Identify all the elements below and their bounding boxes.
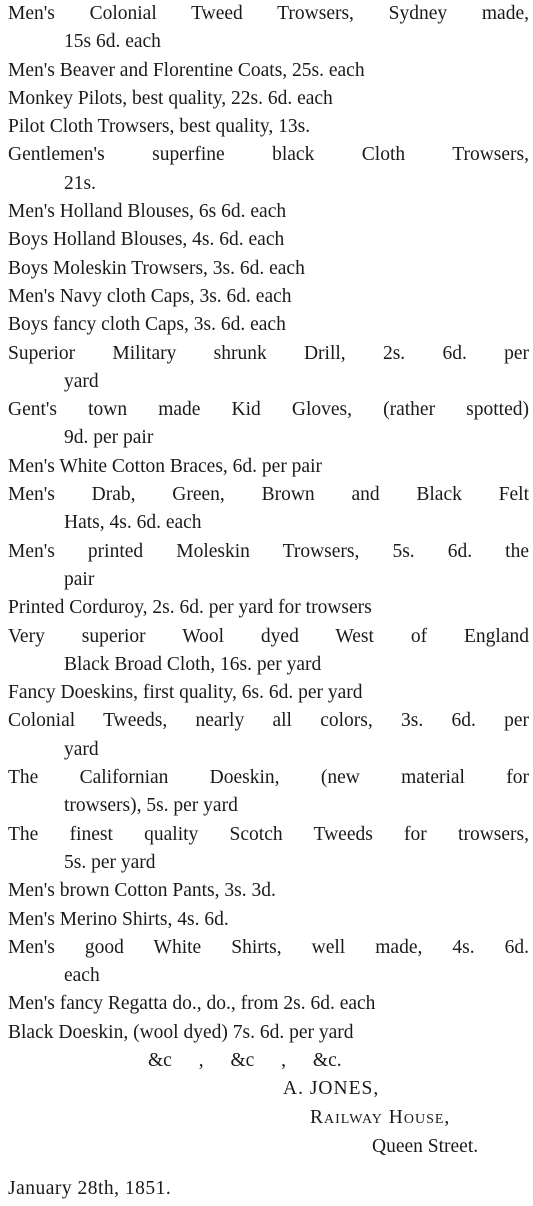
- item-text: Superior Military shrunk Drill, 2s. 6d. per: [8, 342, 529, 364]
- list-item: [8, 877, 529, 905]
- business-name: Railway House,: [310, 1106, 451, 1128]
- item-text: Monkey Pilots, best quality, 22s. 6d. each: [8, 87, 333, 109]
- item-continuation: each: [64, 965, 100, 987]
- item-text: Men's Beaver and Florentine Coats, 25s. each: [8, 59, 365, 81]
- list-item: [8, 623, 529, 680]
- item-continuation: 9d. per pair: [64, 427, 154, 449]
- item-text: Pilot Cloth Trowsers, best quality, 13s.: [8, 116, 311, 138]
- item-text: Men's printed Moleskin Trowsers, 5s. 6d. the: [8, 540, 529, 562]
- item-continuation: Black Broad Cloth, 16s. per yard: [64, 653, 322, 675]
- list-item: [8, 538, 529, 595]
- price-list: [8, 0, 529, 1047]
- item-continuation: Hats, 4s. 6d. each: [64, 512, 202, 534]
- list-item: [8, 283, 529, 311]
- etcetera-line: &c , &c , &c.: [148, 1049, 342, 1071]
- list-item: [8, 85, 529, 113]
- item-text: Very superior Wool dyed West of England: [8, 625, 529, 647]
- list-item: [8, 141, 529, 198]
- list-item: [8, 990, 529, 1018]
- list-item: [8, 594, 529, 622]
- item-continuation: pair: [64, 568, 95, 590]
- list-item: [8, 396, 529, 453]
- item-text: Men's Holland Blouses, 6s 6d. each: [8, 201, 287, 223]
- item-continuation: yard: [64, 738, 99, 760]
- item-text: Men's Navy cloth Caps, 3s. 6d. each: [8, 285, 292, 307]
- item-text: Men's White Cotton Braces, 6d. per pair: [8, 455, 322, 477]
- item-text: The Californian Doeskin, (new material for: [8, 767, 529, 789]
- item-text: Boys Holland Blouses, 4s. 6d. each: [8, 229, 285, 251]
- item-text: Boys fancy cloth Caps, 3s. 6d. each: [8, 314, 286, 336]
- item-text: Colonial Tweeds, nearly all colors, 3s. 6d. per: [8, 710, 529, 732]
- item-text: Men's Drab, Green, Brown and Black Felt: [8, 484, 529, 506]
- item-continuation: yard: [64, 370, 99, 392]
- list-item: [8, 198, 529, 226]
- list-item: [8, 340, 529, 397]
- list-item: [8, 821, 529, 878]
- publication-date: January 28th, 1851.: [8, 1177, 172, 1199]
- item-text: The finest quality Scotch Tweeds for trowsers,: [8, 823, 529, 845]
- list-item: [8, 707, 529, 764]
- item-text: Men's good White Shirts, well made, 4s. 6d.: [8, 936, 529, 958]
- list-item: [8, 934, 529, 991]
- list-item: [8, 57, 529, 85]
- merchant-name: A. JONES,: [283, 1077, 380, 1099]
- list-item: [8, 1019, 529, 1047]
- item-text: Gent's town made Kid Gloves, (rather spotted): [8, 399, 529, 421]
- item-text: Black Doeskin, (wool dyed) 7s. 6d. per yard: [8, 1021, 354, 1043]
- item-continuation: trowsers), 5s. per yard: [64, 795, 238, 817]
- item-text: Men's Merino Shirts, 4s. 6d.: [8, 908, 229, 930]
- item-continuation: 15s 6d. each: [64, 31, 161, 53]
- list-item: [8, 764, 529, 821]
- list-item: [8, 0, 529, 57]
- item-text: Men's brown Cotton Pants, 3s. 3d.: [8, 880, 276, 902]
- list-item: [8, 255, 529, 283]
- item-text: Boys Moleskin Trowsers, 3s. 6d. each: [8, 257, 305, 279]
- item-text: Men's fancy Regatta do., do., from 2s. 6d. each: [8, 993, 376, 1015]
- item-continuation: 5s. per yard: [64, 851, 156, 873]
- item-text: Men's Colonial Tweed Trowsers, Sydney made,: [8, 3, 529, 24]
- list-item: [8, 679, 529, 707]
- item-text: Printed Corduroy, 2s. 6d. per yard for trowsers: [8, 597, 372, 619]
- list-item: [8, 311, 529, 339]
- item-continuation: 21s.: [64, 172, 96, 194]
- item-text: Fancy Doeskins, first quality, 6s. 6d. per yard: [8, 682, 363, 704]
- list-item: [8, 481, 529, 538]
- list-item: [8, 453, 529, 481]
- list-item: [8, 906, 529, 934]
- list-item: [8, 226, 529, 254]
- item-text: Gentlemen's superfine black Cloth Trowsers,: [8, 144, 529, 166]
- list-item: [8, 113, 529, 141]
- business-address: Queen Street.: [372, 1135, 479, 1157]
